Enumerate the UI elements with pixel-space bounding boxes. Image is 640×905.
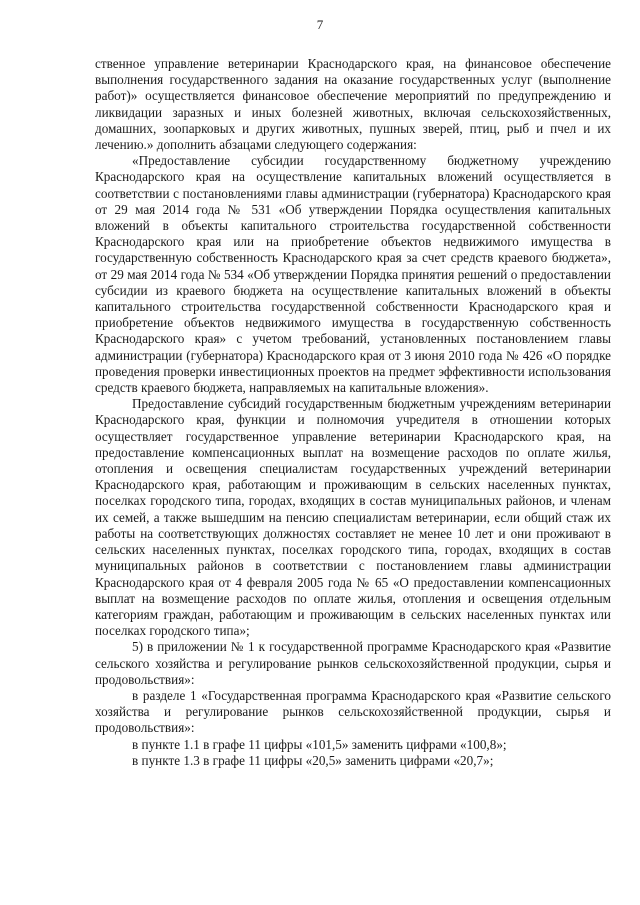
paragraph-item-5: 5) в приложении № 1 к государственной программе Краснодарского края «Развитие сельского хозяйства и регулирование рынков сельскохозяйственной продукции, сырья и продовольствия»: [95, 639, 611, 687]
paragraph-point-1-3: в пункте 1.3 в графе 11 цифры «20,5» заменить цифрами «20,7»; [132, 752, 494, 768]
document-body [95, 56, 611, 769]
paragraph-section-1: в разделе 1 «Государственная программа Краснодарского края «Развитие сельского хозяйства и регулирование рынков сельскохозяйственной продукции, сырья и продовольствия»: [95, 687, 611, 736]
paragraph-compensation-payments: Предоставление субсидий государственным бюджетным учреждениям ветеринарии Краснодарского края, функции и полномочия учредителя в отношении которых осуществляет государственное управление ветеринарии Краснодарского края, на предоставление компенсационных выплат на возмещение расходов по оплате жилья, отопления и освещения специалистам государственных учреждений ветеринарии Краснодарского края, работающим и проживающим в сельских населенных пунктах, поселках городского типа, городах, входящих в состав муниципальных районов, и членам их семей, а также вышедшим на пенсию специалистам ветеринарии, если общий стаж их работы на соответствующих должностях составляет не менее 10 лет и они проживают в сельских населенных пунктах, поселках городского типа, городах, входящих в состав муниципальных районов в соответствии с постановлением главы администрации Краснодарского края от 4 февраля 2005 года № 65 «О предоставлении компенсационных выплат на возмещение расходов по оплате жилья, отопления и освещения отдельным категориям граждан, работающим и проживающим в сельских населенных пунктах или поселках городского типа»; [95, 396, 611, 639]
paragraph-point-1-1: в пункте 1.1 в графе 11 цифры «101,5» заменить цифрами «100,8»; [132, 736, 507, 752]
page-number: 7 [316, 17, 324, 32]
paragraph-capital-investments: «Предоставление субсидии государственному бюджетному учреждению Краснодарского края на осуществление капитальных вложений осуществляется в соответствии с постановлениями главы администрации (губернатора) Краснодарского края от 29 мая 2014 года № 531 «Об утверждении Порядка осуществления капитальных вложений в объекты капитального строительства государственной собственности Краснодарского края или на приобретение объектов недвижимого имущества в государственную собственность Краснодарского края за счет средств краевого бюджета», от 29 мая 2014 года № 534 «Об утверждении Порядка принятия решений о предоставлении субсидии из краевого бюджета на осуществление капитальных вложений в объекты капитального строительства государственной собственности Краснодарского края и приобретение объектов недвижимого имущества в государственную собственность Краснодарского края» с учетом требований, установленных постановлением главы администрации (губернатора) Краснодарского края от 3 июня 2010 года № 426 «О порядке проведения проверки инвестиционных проектов на предмет эффективности использования средств краевого бюджета, направляемых на капитальные вложения». [95, 153, 611, 396]
paragraph-continuation: ственное управление ветеринарии Краснодарского края, на финансовое обеспечение выполнения государственного задания на оказание государственных услуг (выполнение работ)» осуществляется финансовое обеспечение мероприятий по предупреждению и ликвидации заразных и иных болезней животных, включая сельскохозяйственных, домашних, зоопарковых и других животных, пушных зверей, птиц, рыб и пчел и их лечению.» дополнить абзацами следующего содержания: [95, 56, 611, 153]
